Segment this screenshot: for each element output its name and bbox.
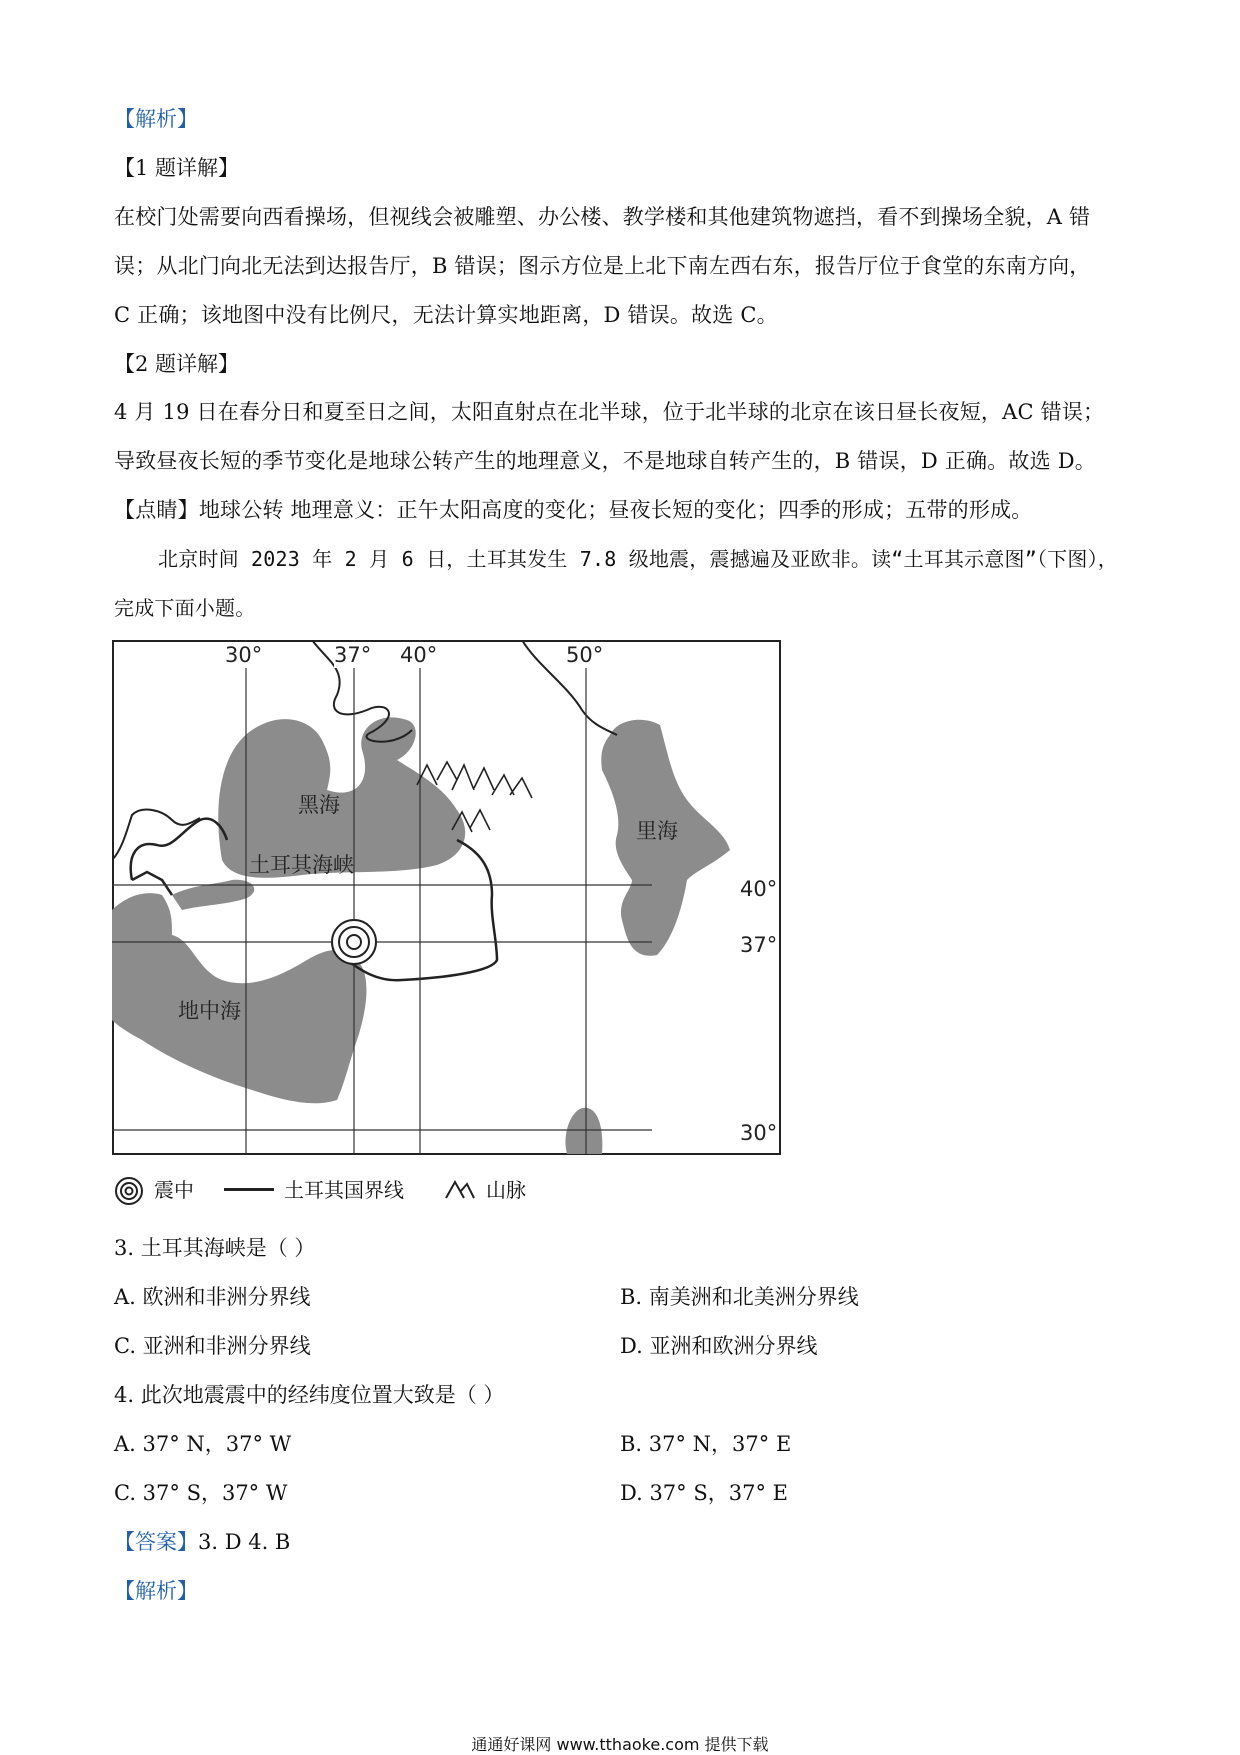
caspian-sea-label: 里海 xyxy=(636,819,678,843)
black-sea-label: 黑海 xyxy=(298,793,340,817)
analysis-heading-2: 【解析】 xyxy=(114,1579,198,1603)
answer-text: 3. D 4. B xyxy=(198,1530,291,1554)
q4-option-c: C. 37° S，37° W xyxy=(114,1481,288,1505)
lon-label: 40° xyxy=(400,643,438,667)
answer-line xyxy=(114,1527,290,1557)
q3-option-c: C. 亚洲和非洲分界线 xyxy=(114,1334,311,1358)
border-line-icon xyxy=(224,1188,274,1192)
turkey-map xyxy=(112,640,782,1156)
mountain-icon xyxy=(444,1178,476,1202)
page-footer: 通通好课网 www.tthaoke.com 提供下载 xyxy=(471,1735,769,1754)
map-legend xyxy=(114,1172,614,1208)
lon-label: 50° xyxy=(566,643,604,667)
analysis-heading: 【解析】 xyxy=(114,107,198,131)
q1-detail-heading: 【1 题详解】 xyxy=(114,156,240,180)
q3-option-a: A. 欧洲和非洲分界线 xyxy=(114,1285,311,1309)
q2-detail-heading: 【2 题详解】 xyxy=(114,352,240,376)
answer-label: 【答案】 xyxy=(114,1530,198,1554)
epicenter-icon xyxy=(114,1176,144,1206)
paragraph-line: 4 月 19 日在春分日和夏至日之间，太阳直射点在北半球，位于北半球的北京在该日昼长夜短，AC 错误； xyxy=(114,400,1105,424)
q4-option-b: B. 37° N，37° E xyxy=(620,1432,792,1456)
q4-option-a: A. 37° N，37° W xyxy=(114,1432,292,1456)
tip-line xyxy=(114,495,1032,525)
intro-line: 北京时间 2023 年 2 月 6 日，土耳其发生 7.8 级地震，震撼遍及亚欧非。读“土耳其示意图”（下图）， xyxy=(158,547,1118,571)
legend-mountain: 山脉 xyxy=(486,1178,526,1202)
q3-option-d: D. 亚洲和欧洲分界线 xyxy=(620,1334,818,1358)
paragraph-line: 误；从北门向北无法到达报告厅，B 错误；图示方位是上北下南左西右东，报告厅位于食堂的东南方向， xyxy=(114,254,1091,278)
tip-text: 地球公转 地理意义：正午太阳高度的变化；昼夜长短的变化；四季的形成；五带的形成。 xyxy=(198,498,1033,522)
epicenter-symbol xyxy=(332,920,376,964)
legend-border: 土耳其国界线 xyxy=(284,1178,404,1202)
q3-option-b: B. 南美洲和北美洲分界线 xyxy=(620,1285,859,1309)
strait-label: 土耳其海峡 xyxy=(249,853,354,877)
paragraph-line: 在校门处需要向西看操场，但视线会被雕塑、办公楼、教学楼和其他建筑物遮挡，看不到操场全貌，A 错 xyxy=(114,205,1091,229)
legend-epicenter: 震中 xyxy=(154,1178,194,1202)
lon-label: 30° xyxy=(225,643,263,667)
q3-stem: 3. 土耳其海峡是（ ） xyxy=(114,1236,316,1260)
q4-stem: 4. 此次地震震中的经纬度位置大致是（ ） xyxy=(114,1383,505,1407)
tip-label: 【点睛】 xyxy=(114,498,199,522)
mediterranean-label: 地中海 xyxy=(178,999,241,1023)
paragraph-line: C 正确；该地图中没有比例尺，无法计算实地距离，D 错误。故选 C。 xyxy=(114,303,778,327)
intro-line: 完成下面小题。 xyxy=(114,596,256,620)
lat-label: 37° xyxy=(740,933,778,957)
q4-option-d: D. 37° S，37° E xyxy=(620,1481,788,1505)
lat-label: 30° xyxy=(740,1121,778,1145)
lat-label: 40° xyxy=(740,877,778,901)
paragraph-line: 导致昼夜长短的季节变化是地球公转产生的地理意义，不是地球自转产生的，B 错误，D 正确。故选 D。 xyxy=(114,449,1096,473)
lon-label: 37° xyxy=(334,643,372,667)
